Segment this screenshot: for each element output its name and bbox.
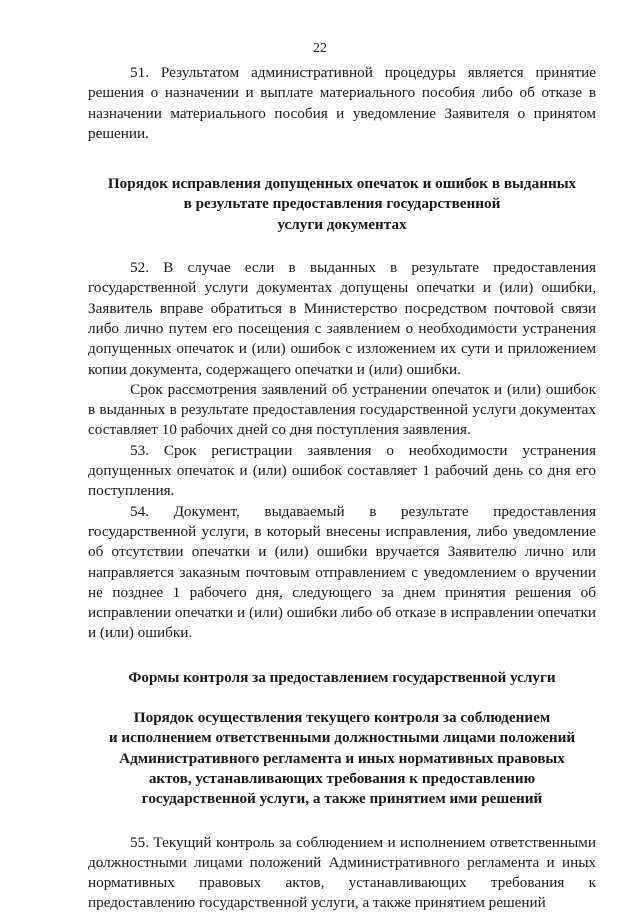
section-heading-current-control [88, 708, 596, 809]
heading-line: государственной услуги, а также принятием ими решений [141, 790, 543, 808]
heading-line: в результате предоставления государственной [183, 195, 501, 213]
paragraph-52-term: Срок рассмотрения заявлений об устранении опечаток и (или) ошибок в выданных в результате предоставления государственной услуги документах составляет 10 рабочих дней со дня поступления заявления. [88, 380, 596, 439]
heading-line: Административного регламента и иных нормативных правовых [119, 749, 565, 767]
heading-line: актов, устанавливающих требования к предоставлению [148, 769, 536, 787]
heading-line: Порядок осуществления текущего контроля за соблюдением [133, 709, 551, 727]
heading-line: Порядок исправления допущенных опечаток и ошибок в выданных [107, 175, 577, 193]
page-number: 22 [313, 41, 327, 56]
paragraph-54: 54. Документ, выдаваемый в результате предоставления государственной услуги, в который внесены исправления, либо уведомление об отсутствии опечатки и (или) ошибки вручается Заявителю лично или направляется заказным почтовым отправлением с уведомлением о вручении не позднее 1 рабочего дня, следующего за днем принятия решения об исправлении опечатки и (или) ошибки либо об отказе в исправлении опечатки и (или) ошибки. [88, 502, 596, 642]
heading-line: услуги документах [277, 215, 407, 233]
paragraph-51: 51. Результатом административной процедуры является принятие решения о назначении и выплате материального пособия либо об отказе в назначении материального пособия и уведомление Заявителя о принятом решении. [88, 64, 596, 142]
heading-line: и исполнением ответственными должностными лицами положений [108, 729, 576, 747]
paragraph-55: 55. Текущий контроль за соблюдением и исполнением ответственными должностными лицами положений Административного регламента и иных нормативных правовых актов, устанавливающих требования к предоставлению государственной услуги, а также принятием решений [88, 833, 596, 912]
section-heading-control-forms: Формы контроля за предоставлением государственной услуги [128, 668, 556, 686]
document-body [88, 63, 596, 914]
section-heading-corrections [88, 174, 596, 235]
paragraph-53: 53. Срок регистрации заявления о необходимости устранения допущенных опечаток и (или) ошибок составляет 1 рабочий день со дня его поступления. [88, 441, 596, 500]
paragraph-52: 52. В случае если в выданных в результате предоставления государственной услуги документах допущены опечатки и (или) ошибки, Заявитель вправе обратиться в Министерство посредством почтовой связи либо лично путем его посещения с заявлением о необходимости устранения допущенных опечаток и (или) ошибок с изложением их сути и приложением копии документа, содержащего опечатки и (или) ошибки. [88, 259, 596, 378]
